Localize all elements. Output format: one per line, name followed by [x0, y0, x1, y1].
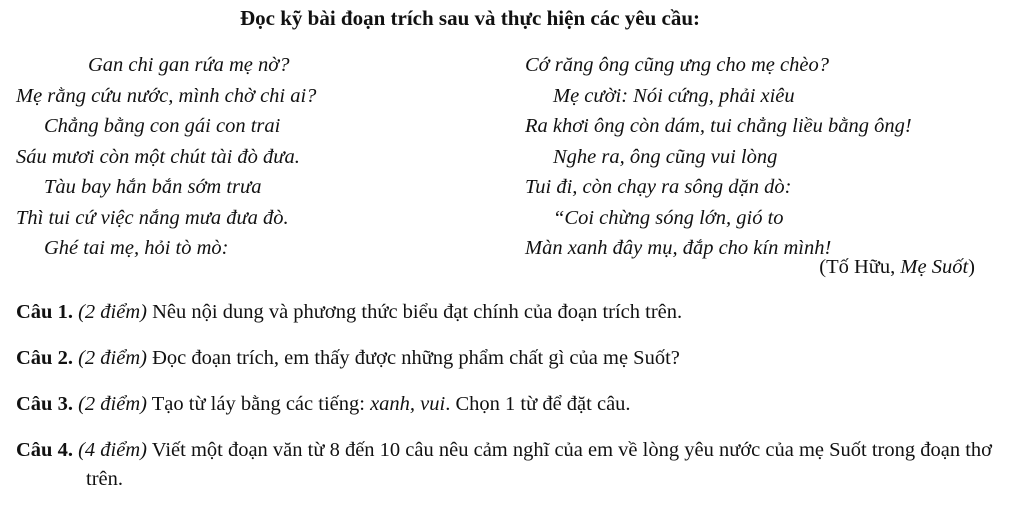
question-2 — [16, 344, 1006, 373]
question-text: Viết một đoạn văn từ 8 đến 10 câu nêu cảm nghĩ của em về lòng yêu nước của mẹ Suốt trong đoạn thơ trên. — [86, 439, 992, 490]
question-label: Câu 1. — [16, 301, 73, 323]
poem-line: Mẹ rằng cứu nước, mình chờ chi ai? — [16, 84, 317, 107]
poem-line: Tàu bay hắn bắn sớm trưa — [44, 176, 262, 198]
source-author: Tố Hữu, — [826, 256, 901, 278]
poem-line: Gan chi gan rứa mẹ nờ? — [88, 54, 290, 76]
source-close-paren: ) — [968, 256, 975, 278]
poem-line: Ghé tai mẹ, hỏi tò mò: — [44, 237, 229, 259]
question-3 — [16, 390, 1006, 419]
question-label: Câu 3. — [16, 393, 73, 415]
questions-section — [16, 298, 1006, 511]
question-1 — [16, 298, 1006, 327]
poem-line: Ra khơi ông còn dám, tui chẳng liều bằng ông! — [525, 115, 912, 137]
source-open-paren: ( — [819, 256, 827, 278]
question-points: (2 điểm) — [78, 301, 147, 323]
poem-source — [0, 256, 975, 279]
question-points: (2 điểm) — [78, 347, 147, 369]
poem-line: Sáu mươi còn một chút tài đò đưa. — [16, 145, 300, 168]
poem-line: Nghe ra, ông cũng vui lòng — [553, 145, 778, 168]
question-label: Câu 2. — [16, 347, 73, 369]
poem-line: Chẳng bằng con gái con trai — [44, 115, 281, 137]
poem-left-column — [16, 50, 316, 264]
question-text: Tạo từ láy bằng các tiếng: — [151, 393, 371, 415]
question-text-after: . Chọn 1 từ để đặt câu. — [445, 393, 631, 415]
question-points: (2 điểm) — [78, 393, 147, 415]
poem-line: Thì tui cứ việc nắng mưa đưa đò. — [16, 206, 289, 229]
question-points: (4 điểm) — [78, 439, 147, 461]
document-title: Đọc kỹ bài đoạn trích sau và thực hiện các yêu cầu: — [239, 6, 701, 30]
question-text: Đọc đoạn trích, em thấy được những phẩm chất gì của mẹ Suốt? — [152, 347, 680, 369]
poem-line: Màn xanh đây mụ, đắp cho kín mình! — [525, 237, 832, 259]
question-4 — [16, 436, 1006, 494]
source-work-title: Mẹ Suốt — [900, 256, 969, 278]
question-label: Câu 4. — [16, 439, 73, 461]
poem-line: Cớ răng ông cũng ưng cho mẹ chèo? — [525, 54, 829, 76]
poem-right-column — [525, 50, 912, 264]
poem-line: Mẹ cười: Nói cứng, phải xiêu — [553, 84, 795, 107]
question-text: Nêu nội dung và phương thức biểu đạt chính của đoạn trích trên. — [152, 301, 683, 323]
poem-line: “Coi chừng sóng lớn, gió to — [553, 206, 784, 229]
poem-line: Tui đi, còn chạy ra sông dặn dò: — [525, 176, 792, 198]
question-italic-words: xanh, vui — [370, 393, 446, 415]
